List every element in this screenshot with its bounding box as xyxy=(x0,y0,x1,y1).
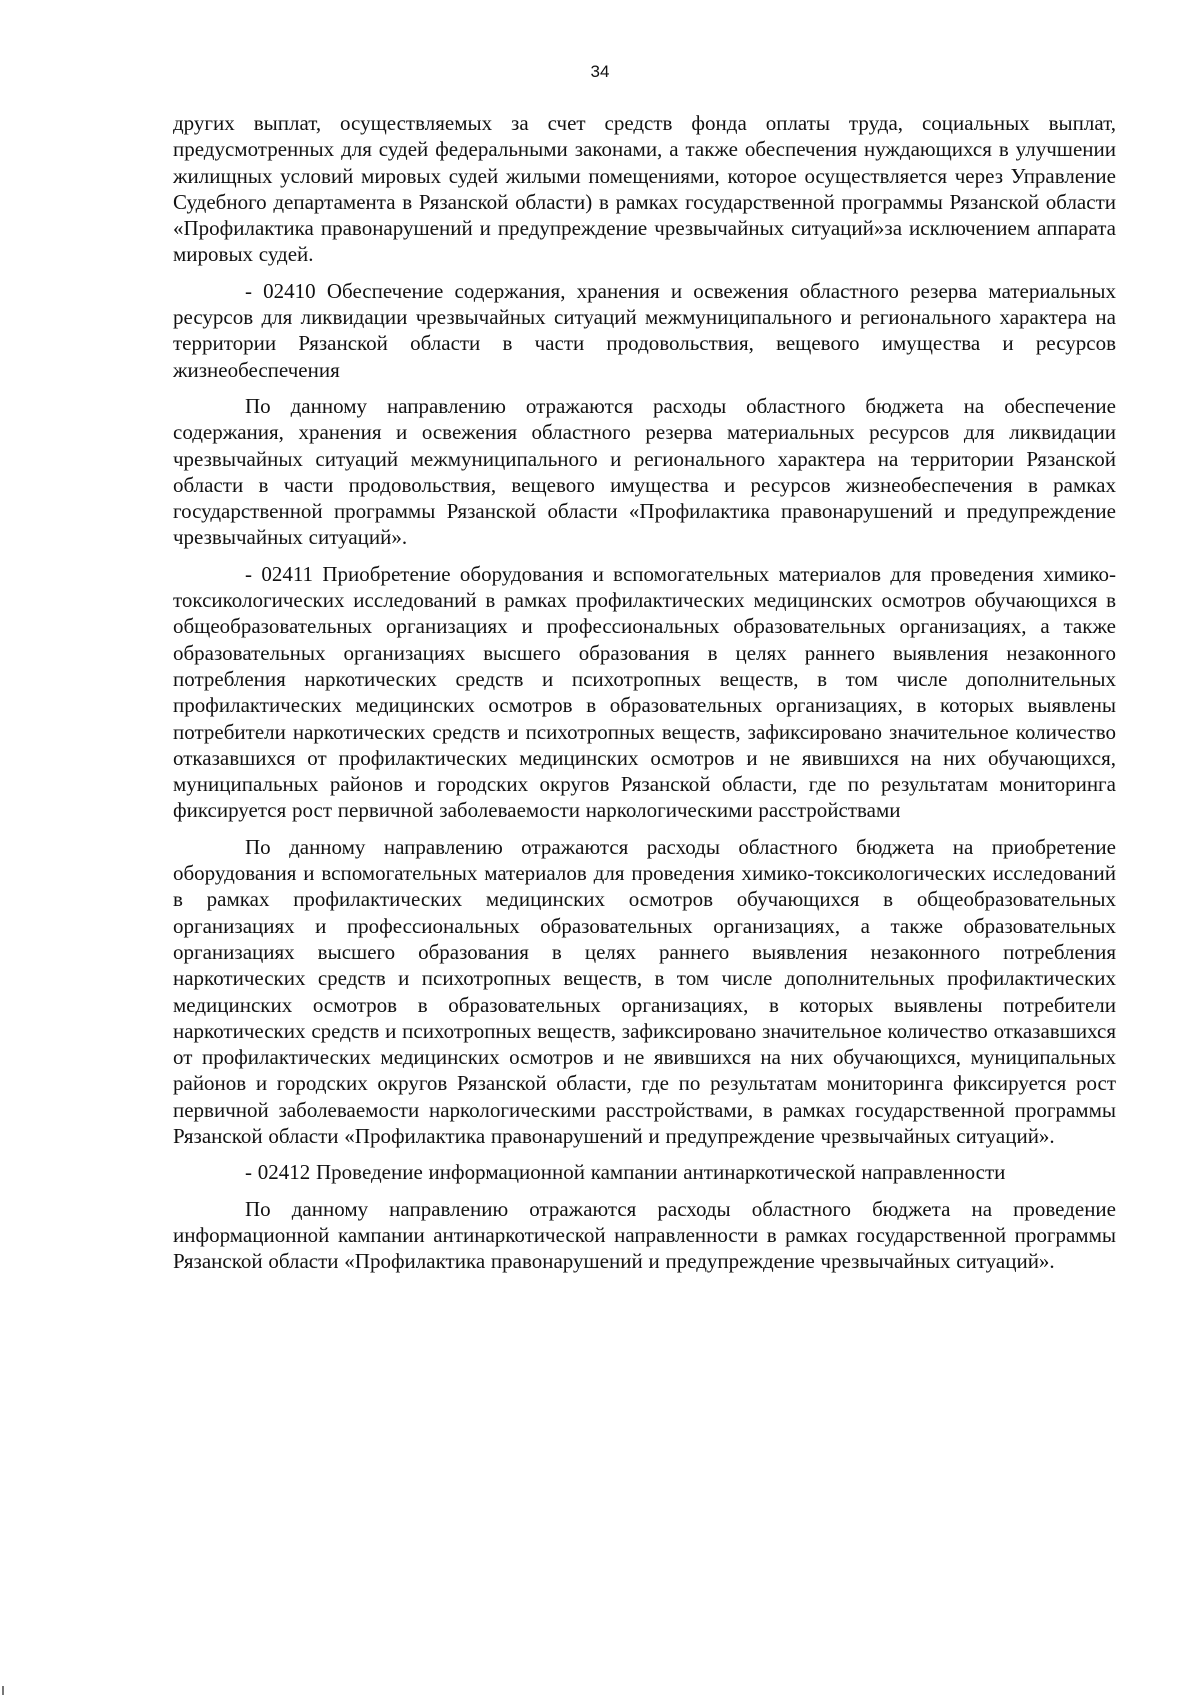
paragraph-item-02412: - 02412 Проведение информационной кампании антинаркотической направленности xyxy=(245,1160,1006,1185)
paragraph-continuation: других выплат, осуществляемых за счет средств фонда оплаты труда, социальных выплат, предусмотренных для судей федеральными законами, а также обеспечения нуждающихся в улучшении жилищных условий мировых судей жилыми помещениями, которое осуществляется через Управление Судебного департамента в Рязанской области) в рамках государственной программы Рязанской области «Профилактика правонарушений и предупреждение чрезвычайных ситуаций»за исключением аппарата мировых судей. xyxy=(173,111,1116,267)
scan-margin-mark xyxy=(2,1686,4,1695)
document-body xyxy=(173,110,1116,1284)
paragraph-description-02411: По данному направлению отражаются расходы областного бюджета на приобретение оборудования и вспомогательных материалов для проведения химико-токсикологических исследований в рамках профилактических медицинских осмотров обучающихся в общеобразовательных организациях и профессиональных образовательных организациях, а также образовательных организациях высшего образования в целях раннего выявления незаконного потребления наркотических средств и психотропных веществ, в том числе дополнительных профилактических медицинских осмотров в образовательных организациях, в которых выявлены потребители наркотических средств и психотропных веществ, зафиксировано значительное количество отказавшихся от профилактических медицинских осмотров и не явившихся на них обучающихся, муниципальных районов и городских округов Рязанской области, где по результатам мониторинга фиксируется рост первичной заболеваемости наркологическими расстройствами, в рамках государственной программы Рязанской области «Профилактика правонарушений и предупреждение чрезвычайных ситуаций». xyxy=(173,834,1116,1148)
paragraph-description-02410: По данному направлению отражаются расходы областного бюджета на обеспечение содержания, хранения и освежения областного резерва материальных ресурсов для ликвидации чрезвычайных ситуаций межмуниципального и регионального характера на территории Рязанской области в части продовольствия, вещевого имущества и ресурсов жизнеобеспечения в рамках государственной программы Рязанской области «Профилактика правонарушений и предупреждение чрезвычайных ситуаций». xyxy=(173,393,1116,550)
paragraph-description-02412: По данному направлению отражаются расходы областного бюджета на проведение информационной кампании антинаркотической направленности в рамках государственной программы Рязанской области «Профилактика правонарушений и предупреждение чрезвычайных ситуаций». xyxy=(173,1196,1116,1274)
paragraph-item-02410: - 02410 Обеспечение содержания, хранения и освежения областного резерва материальных ресурсов для ликвидации чрезвычайных ситуаций межмуниципального и регионального характера на территории Рязанской области в части продовольствия, вещевого имущества и ресурсов жизнеобеспечения xyxy=(173,278,1116,382)
page-number: 34 xyxy=(590,62,610,81)
paragraph-item-02411: - 02411 Приобретение оборудования и вспомогательных материалов для проведения химико-токсикологических исследований в рамках профилактических медицинских осмотров обучающихся в общеобразовательных организациях и профессиональных образовательных организациях, а также образовательных организациях высшего образования в целях раннего выявления незаконного потребления наркотических средств и психотропных веществ, в том числе дополнительных профилактических медицинских осмотров в образовательных организациях, в которых выявлены потребители наркотических средств и психотропных веществ, зафиксировано значительное количество отказавшихся от профилактических медицинских осмотров и не явившихся на них обучающихся, муниципальных районов и городских округов Рязанской области, где по результатам мониторинга фиксируется рост первичной заболеваемости наркологическими расстройствами xyxy=(173,561,1116,823)
